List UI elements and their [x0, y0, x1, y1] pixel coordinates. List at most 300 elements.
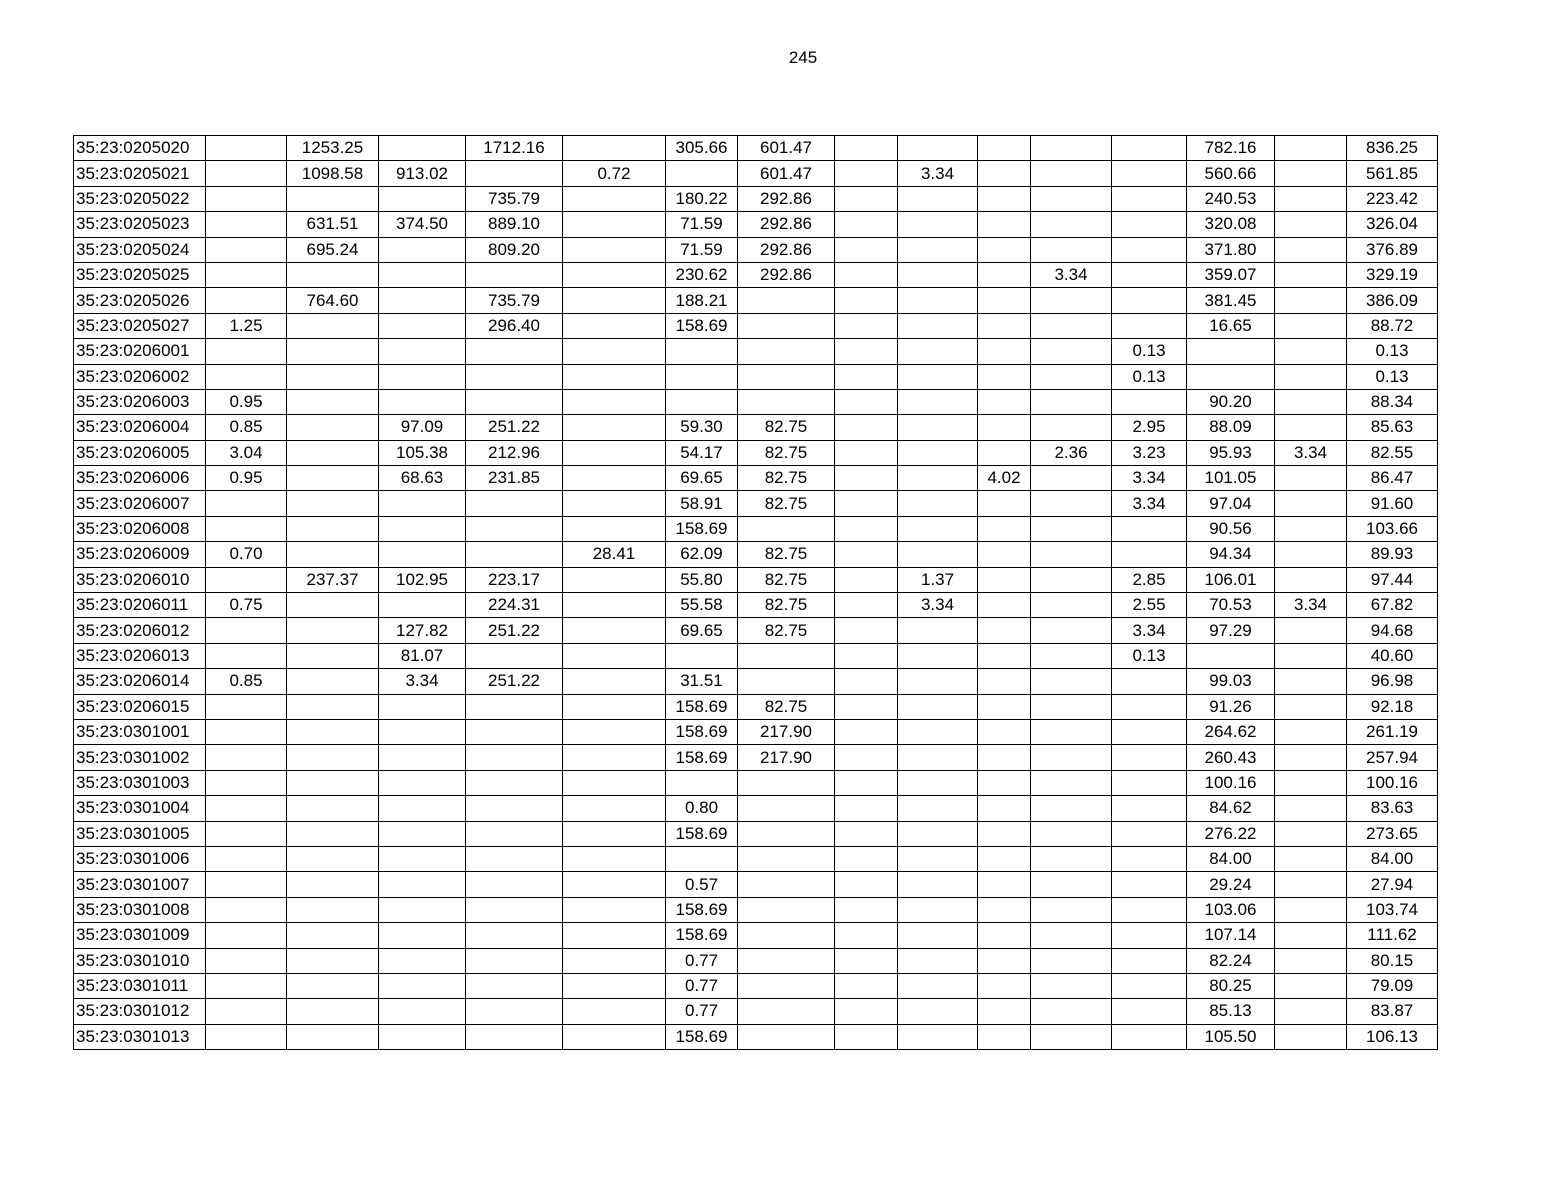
table-cell — [978, 516, 1031, 541]
table-cell: 55.80 — [666, 567, 738, 592]
table-cell — [1031, 389, 1112, 414]
table-cell — [1275, 288, 1347, 313]
parcel-id-cell: 35:23:0301012 — [74, 999, 206, 1024]
parcel-id-cell: 35:23:0301013 — [74, 1024, 206, 1049]
table-cell: 601.47 — [738, 136, 835, 161]
table-row — [74, 288, 1438, 313]
table-cell: 264.62 — [1187, 719, 1275, 744]
table-cell — [206, 796, 287, 821]
table-cell — [978, 136, 1031, 161]
table-cell — [1275, 212, 1347, 237]
table-cell: 84.00 — [1347, 846, 1438, 871]
table-cell: 86.47 — [1347, 466, 1438, 491]
parcel-id-cell: 35:23:0301008 — [74, 897, 206, 922]
table-row — [74, 694, 1438, 719]
table-cell — [379, 593, 466, 618]
table-cell: 320.08 — [1187, 212, 1275, 237]
table-cell — [466, 694, 563, 719]
parcel-id-cell: 35:23:0206008 — [74, 516, 206, 541]
table-cell — [206, 948, 287, 973]
table-cell: 0.95 — [206, 389, 287, 414]
table-cell — [1112, 313, 1187, 338]
table-cell — [978, 796, 1031, 821]
table-cell — [978, 313, 1031, 338]
table-cell — [1275, 466, 1347, 491]
table-cell — [1187, 364, 1275, 389]
table-cell: 158.69 — [666, 1024, 738, 1049]
table-cell — [978, 212, 1031, 237]
parcel-id-cell: 35:23:0206007 — [74, 491, 206, 516]
table-cell — [466, 973, 563, 998]
table-cell: 158.69 — [666, 694, 738, 719]
table-cell — [287, 339, 379, 364]
table-row — [74, 745, 1438, 770]
table-cell — [379, 770, 466, 795]
table-cell: 251.22 — [466, 415, 563, 440]
table-cell: 95.93 — [1187, 440, 1275, 465]
table-row — [74, 719, 1438, 744]
table-cell — [835, 1024, 898, 1049]
table-cell: 292.86 — [738, 212, 835, 237]
table-cell — [898, 999, 978, 1024]
table-cell — [1031, 567, 1112, 592]
table-cell — [287, 948, 379, 973]
table-cell: 2.85 — [1112, 567, 1187, 592]
table-body — [74, 136, 1438, 1050]
table-cell — [1031, 694, 1112, 719]
table-cell — [1112, 821, 1187, 846]
table-cell — [835, 364, 898, 389]
table-cell — [379, 745, 466, 770]
parcel-id-cell: 35:23:0205021 — [74, 161, 206, 186]
table-cell: 79.09 — [1347, 973, 1438, 998]
table-cell — [466, 796, 563, 821]
table-cell: 158.69 — [666, 719, 738, 744]
table-cell: 103.66 — [1347, 516, 1438, 541]
parcel-id-cell: 35:23:0206003 — [74, 389, 206, 414]
table-cell: 601.47 — [738, 161, 835, 186]
table-cell: 97.09 — [379, 415, 466, 440]
table-cell — [1275, 846, 1347, 871]
table-cell — [898, 846, 978, 871]
table-cell — [1275, 694, 1347, 719]
table-cell: 836.25 — [1347, 136, 1438, 161]
table-cell — [978, 923, 1031, 948]
table-cell — [738, 339, 835, 364]
table-cell — [978, 745, 1031, 770]
table-cell: 0.13 — [1347, 364, 1438, 389]
table-cell — [563, 694, 666, 719]
table-cell: 103.74 — [1347, 897, 1438, 922]
table-cell — [379, 821, 466, 846]
table-row — [74, 618, 1438, 643]
table-cell — [563, 516, 666, 541]
table-row — [74, 364, 1438, 389]
table-cell: 0.13 — [1347, 339, 1438, 364]
table-row — [74, 542, 1438, 567]
table-cell — [1275, 491, 1347, 516]
table-cell — [1275, 567, 1347, 592]
table-cell: 16.65 — [1187, 313, 1275, 338]
table-cell: 0.77 — [666, 973, 738, 998]
table-cell — [379, 694, 466, 719]
table-cell — [1031, 1024, 1112, 1049]
table-cell — [1031, 745, 1112, 770]
table-cell — [1112, 694, 1187, 719]
table-cell: 374.50 — [379, 212, 466, 237]
table-cell — [835, 719, 898, 744]
table-cell — [466, 999, 563, 1024]
table-cell — [1112, 186, 1187, 211]
table-cell — [466, 389, 563, 414]
table-cell — [287, 389, 379, 414]
table-cell — [563, 237, 666, 262]
table-cell — [738, 821, 835, 846]
table-cell — [206, 491, 287, 516]
table-cell — [379, 1024, 466, 1049]
table-cell — [206, 618, 287, 643]
parcel-id-cell: 35:23:0205022 — [74, 186, 206, 211]
table-cell — [563, 923, 666, 948]
table-cell — [978, 948, 1031, 973]
table-cell — [1031, 846, 1112, 871]
table-cell: 107.14 — [1187, 923, 1275, 948]
table-cell — [978, 440, 1031, 465]
table-cell — [466, 491, 563, 516]
table-cell — [666, 389, 738, 414]
table-cell — [978, 262, 1031, 287]
table-cell — [379, 516, 466, 541]
table-cell: 0.77 — [666, 999, 738, 1024]
table-cell: 251.22 — [466, 669, 563, 694]
table-cell — [1275, 339, 1347, 364]
table-cell: 97.04 — [1187, 491, 1275, 516]
table-cell: 59.30 — [666, 415, 738, 440]
table-cell — [563, 212, 666, 237]
table-cell: 240.53 — [1187, 186, 1275, 211]
table-row — [74, 389, 1438, 414]
table-cell — [563, 745, 666, 770]
table-row — [74, 948, 1438, 973]
table-cell: 0.85 — [206, 669, 287, 694]
table-cell — [563, 186, 666, 211]
table-row — [74, 262, 1438, 287]
table-cell — [287, 466, 379, 491]
table-cell — [978, 364, 1031, 389]
table-cell — [287, 491, 379, 516]
table-cell: 96.98 — [1347, 669, 1438, 694]
table-cell: 0.85 — [206, 415, 287, 440]
table-cell — [1275, 796, 1347, 821]
table-row — [74, 643, 1438, 668]
table-cell — [466, 897, 563, 922]
table-row — [74, 1024, 1438, 1049]
table-row — [74, 669, 1438, 694]
table-cell — [206, 1024, 287, 1049]
table-cell: 2.36 — [1031, 440, 1112, 465]
table-cell — [287, 186, 379, 211]
table-cell — [563, 669, 666, 694]
table-cell: 561.85 — [1347, 161, 1438, 186]
table-cell — [1112, 237, 1187, 262]
table-cell — [1275, 669, 1347, 694]
table-cell — [563, 440, 666, 465]
table-cell — [1275, 999, 1347, 1024]
table-cell — [287, 821, 379, 846]
table-cell: 88.72 — [1347, 313, 1438, 338]
parcel-id-cell: 35:23:0301003 — [74, 770, 206, 795]
table-cell — [835, 237, 898, 262]
table-cell: 99.03 — [1187, 669, 1275, 694]
table-cell — [835, 897, 898, 922]
table-cell: 1098.58 — [287, 161, 379, 186]
table-cell — [978, 491, 1031, 516]
parcel-id-cell: 35:23:0206004 — [74, 415, 206, 440]
table-cell — [1112, 288, 1187, 313]
table-cell — [287, 897, 379, 922]
table-cell — [206, 973, 287, 998]
table-cell — [206, 161, 287, 186]
table-cell — [206, 872, 287, 897]
table-cell — [1031, 999, 1112, 1024]
table-cell — [898, 136, 978, 161]
parcel-id-cell: 35:23:0301011 — [74, 973, 206, 998]
table-cell — [466, 339, 563, 364]
table-cell: 0.13 — [1112, 643, 1187, 668]
table-row — [74, 923, 1438, 948]
table-cell — [835, 745, 898, 770]
table-cell: 85.63 — [1347, 415, 1438, 440]
table-cell: 276.22 — [1187, 821, 1275, 846]
table-cell: 90.20 — [1187, 389, 1275, 414]
table-cell — [1031, 593, 1112, 618]
table-cell: 3.34 — [1112, 491, 1187, 516]
table-cell: 3.34 — [1031, 262, 1112, 287]
table-row — [74, 516, 1438, 541]
table-cell — [563, 618, 666, 643]
table-cell — [978, 719, 1031, 744]
table-cell: 386.09 — [1347, 288, 1438, 313]
table-cell — [978, 593, 1031, 618]
table-row — [74, 466, 1438, 491]
table-cell — [206, 694, 287, 719]
table-cell: 100.16 — [1347, 770, 1438, 795]
table-cell — [206, 364, 287, 389]
table-cell — [1112, 161, 1187, 186]
table-cell — [978, 567, 1031, 592]
table-cell — [1031, 516, 1112, 541]
table-cell — [1275, 745, 1347, 770]
table-cell — [206, 846, 287, 871]
table-cell — [738, 846, 835, 871]
table-cell — [466, 364, 563, 389]
table-cell — [563, 1024, 666, 1049]
parcel-id-cell: 35:23:0205023 — [74, 212, 206, 237]
table-cell — [738, 669, 835, 694]
table-cell — [835, 186, 898, 211]
table-cell — [563, 389, 666, 414]
parcel-id-cell: 35:23:0205025 — [74, 262, 206, 287]
table-cell — [563, 364, 666, 389]
table-cell — [898, 618, 978, 643]
table-cell — [206, 643, 287, 668]
table-cell: 82.75 — [738, 542, 835, 567]
table-cell — [835, 770, 898, 795]
parcel-id-cell: 35:23:0206013 — [74, 643, 206, 668]
table-cell: 27.94 — [1347, 872, 1438, 897]
table-cell: 80.15 — [1347, 948, 1438, 973]
table-cell — [898, 491, 978, 516]
table-cell — [978, 897, 1031, 922]
table-cell — [835, 872, 898, 897]
table-cell — [898, 466, 978, 491]
table-cell — [379, 364, 466, 389]
table-cell — [738, 770, 835, 795]
table-cell — [978, 821, 1031, 846]
table-cell: 889.10 — [466, 212, 563, 237]
parcel-id-cell: 35:23:0206012 — [74, 618, 206, 643]
table-cell — [563, 339, 666, 364]
table-cell: 55.58 — [666, 593, 738, 618]
table-cell: 3.34 — [1275, 593, 1347, 618]
table-cell — [466, 542, 563, 567]
table-cell — [1031, 542, 1112, 567]
table-cell: 0.13 — [1112, 364, 1187, 389]
table-cell: 261.19 — [1347, 719, 1438, 744]
table-cell — [978, 618, 1031, 643]
table-cell — [978, 770, 1031, 795]
table-row — [74, 491, 1438, 516]
table-row — [74, 313, 1438, 338]
parcel-id-cell: 35:23:0301001 — [74, 719, 206, 744]
table-cell — [898, 212, 978, 237]
table-cell: 764.60 — [287, 288, 379, 313]
table-cell — [1275, 516, 1347, 541]
table-cell: 82.75 — [738, 593, 835, 618]
table-cell — [1275, 821, 1347, 846]
table-cell: 0.75 — [206, 593, 287, 618]
table-cell — [1275, 161, 1347, 186]
table-cell — [1275, 948, 1347, 973]
table-cell — [1112, 745, 1187, 770]
table-cell: 28.41 — [563, 542, 666, 567]
table-cell — [666, 161, 738, 186]
table-cell: 0.57 — [666, 872, 738, 897]
table-cell — [1275, 313, 1347, 338]
table-cell — [738, 973, 835, 998]
table-cell — [1112, 923, 1187, 948]
table-cell — [738, 313, 835, 338]
table-cell — [1275, 872, 1347, 897]
table-cell: 83.63 — [1347, 796, 1438, 821]
table-cell: 127.82 — [379, 618, 466, 643]
table-cell — [466, 1024, 563, 1049]
table-cell — [1031, 973, 1112, 998]
table-cell — [287, 618, 379, 643]
table-cell — [206, 821, 287, 846]
table-cell: 68.63 — [379, 466, 466, 491]
table-cell — [287, 262, 379, 287]
table-cell — [206, 719, 287, 744]
table-cell — [1112, 872, 1187, 897]
table-cell: 735.79 — [466, 288, 563, 313]
table-cell — [466, 161, 563, 186]
table-cell: 3.23 — [1112, 440, 1187, 465]
table-cell: 82.75 — [738, 694, 835, 719]
table-cell: 223.42 — [1347, 186, 1438, 211]
table-cell — [1275, 364, 1347, 389]
table-cell: 70.53 — [1187, 593, 1275, 618]
table-cell: 100.16 — [1187, 770, 1275, 795]
table-cell — [1112, 212, 1187, 237]
table-cell — [563, 313, 666, 338]
table-cell: 69.65 — [666, 466, 738, 491]
table-cell — [1112, 542, 1187, 567]
table-cell — [1112, 262, 1187, 287]
table-cell — [835, 415, 898, 440]
table-cell — [379, 999, 466, 1024]
parcel-id-cell: 35:23:0206002 — [74, 364, 206, 389]
table-cell — [978, 237, 1031, 262]
table-cell — [1031, 186, 1112, 211]
table-cell — [1031, 212, 1112, 237]
table-cell — [738, 872, 835, 897]
table-cell: 224.31 — [466, 593, 563, 618]
table-cell — [738, 288, 835, 313]
table-cell: 217.90 — [738, 719, 835, 744]
table-cell — [1187, 643, 1275, 668]
table-cell: 71.59 — [666, 212, 738, 237]
parcel-id-cell: 35:23:0206009 — [74, 542, 206, 567]
table-cell: 82.24 — [1187, 948, 1275, 973]
table-cell — [835, 313, 898, 338]
table-cell — [563, 872, 666, 897]
table-cell — [835, 999, 898, 1024]
table-cell — [1275, 643, 1347, 668]
table-cell — [666, 846, 738, 871]
parcel-id-cell: 35:23:0206006 — [74, 466, 206, 491]
table-cell — [563, 567, 666, 592]
table-row — [74, 821, 1438, 846]
table-cell — [1031, 288, 1112, 313]
table-cell: 292.86 — [738, 186, 835, 211]
table-cell — [466, 516, 563, 541]
table-cell: 158.69 — [666, 516, 738, 541]
table-cell — [898, 719, 978, 744]
table-cell: 296.40 — [466, 313, 563, 338]
parcel-id-cell: 35:23:0301004 — [74, 796, 206, 821]
table-cell: 83.87 — [1347, 999, 1438, 1024]
table-cell: 1712.16 — [466, 136, 563, 161]
table-cell — [563, 821, 666, 846]
parcel-id-cell: 35:23:0205024 — [74, 237, 206, 262]
table-cell — [379, 389, 466, 414]
table-cell: 89.93 — [1347, 542, 1438, 567]
table-cell — [1275, 415, 1347, 440]
table-cell — [898, 745, 978, 770]
table-cell — [466, 770, 563, 795]
table-cell — [898, 973, 978, 998]
table-cell — [206, 288, 287, 313]
table-cell — [1112, 846, 1187, 871]
parcel-id-cell: 35:23:0301010 — [74, 948, 206, 973]
table-cell: 257.94 — [1347, 745, 1438, 770]
table-cell — [1275, 897, 1347, 922]
table-cell — [898, 339, 978, 364]
table-cell — [1275, 719, 1347, 744]
table-cell — [898, 796, 978, 821]
table-cell — [287, 643, 379, 668]
